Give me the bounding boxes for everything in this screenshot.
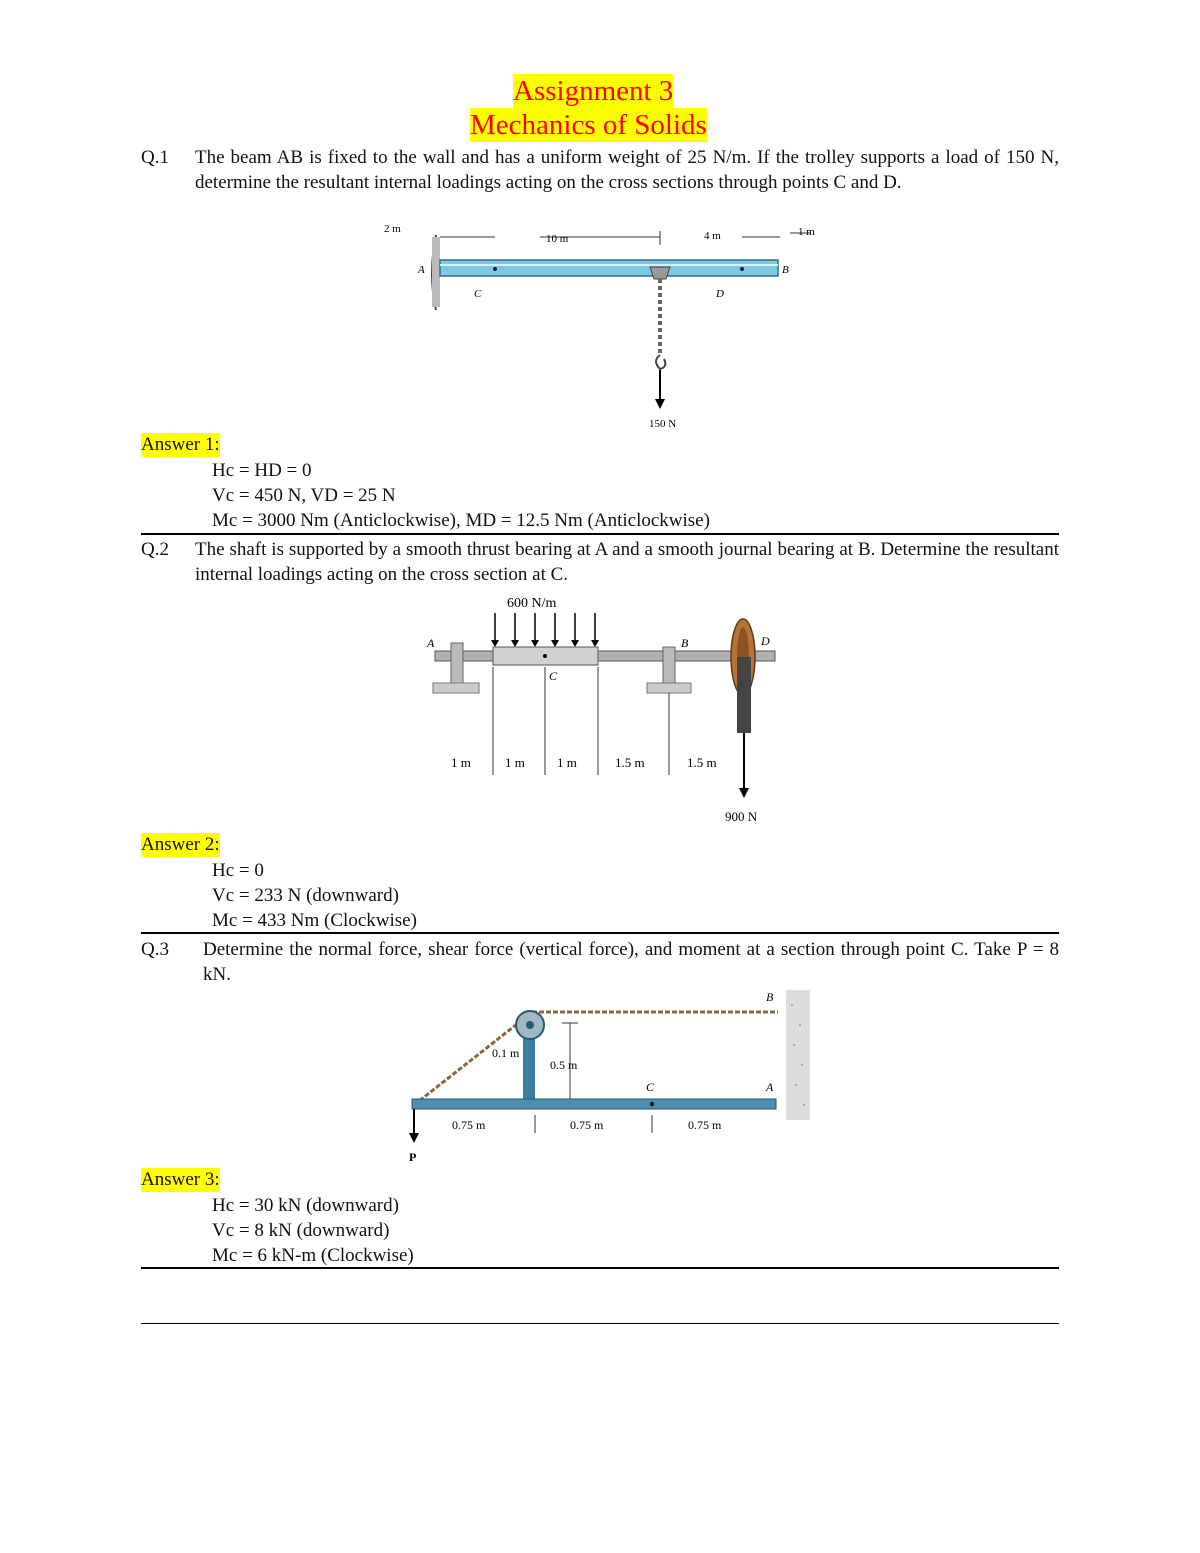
answer3-label: Answer 3:: [141, 1169, 220, 1190]
q1-dim-1m: 1 m: [798, 226, 815, 238]
q2-number: Q.2: [141, 539, 169, 560]
q2-bearing-B: [663, 647, 675, 685]
answer1-line2: Vc = 450 N, VD = 25 N: [212, 485, 396, 506]
q3-figure: [400, 985, 820, 1165]
title-line-1: Assignment 3: [513, 75, 674, 107]
q2-shaft: [435, 651, 775, 661]
answer2-line1: Hc = 0: [212, 860, 264, 881]
q3-label-C: C: [646, 1080, 655, 1094]
q1-beam: [440, 260, 778, 276]
q2-label-C: C: [549, 669, 558, 683]
answer1-line1: Hc = HD = 0: [212, 460, 312, 481]
q1-dim-4m: 4 m: [704, 230, 721, 242]
q1-load: 150 N: [649, 418, 677, 430]
q3-number: Q.3: [141, 939, 169, 960]
q3-label-B: B: [766, 990, 774, 1004]
q1-text: The beam AB is fixed to the wall and has a uniform weight of 25 N/m. If the trolley supports a load of 150 N, determine the resultant internal loadings acting on the cross sections through points C and D.: [195, 147, 1059, 193]
answer2-label: Answer 2:: [141, 834, 220, 855]
q2-text: The shaft is supported by a smooth thrust bearing at A and a smooth journal bearing at B. Determine the resultant internal loadings acting on the cross section at C.: [195, 539, 1059, 585]
q1-trolley: [650, 267, 670, 279]
q1-dim-2m: 2 m: [384, 223, 401, 235]
q3-beam: [412, 1099, 776, 1109]
q3-label-P: P: [409, 1150, 417, 1164]
q2-label-D: D: [761, 634, 770, 648]
answer3-line3: Mc = 6 kN-m (Clockwise): [212, 1245, 414, 1266]
q1-label-A: A: [418, 264, 425, 276]
q2-arrow-down-icon: [739, 788, 749, 798]
answer1-line3: Mc = 3000 Nm (Anticlockwise), MD = 12.5 Nm (Anticlockwise): [212, 510, 710, 531]
q3-dim-3: 0.75 m: [688, 1118, 722, 1132]
q1-figure: [370, 215, 830, 435]
divider-1: [141, 533, 1059, 535]
q1-hook: [656, 355, 665, 369]
q2-bearing-A: [451, 643, 463, 685]
q1-label-B: B: [782, 264, 789, 276]
q1-label-C: C: [474, 288, 482, 300]
q1-dim-10m: 10 m: [546, 233, 569, 245]
q2-dim-3: 1 m: [557, 755, 577, 770]
q3-dim-r: 0.1 m: [492, 1046, 520, 1060]
title-line-2: Mechanics of Solids: [470, 109, 707, 141]
q2-dim-2: 1 m: [505, 755, 525, 770]
q1-number: Q.1: [141, 147, 169, 168]
q3-text: Determine the normal force, shear force (vertical force), and moment at a section through point C. Take P = 8 kN.: [203, 939, 1059, 985]
divider-3: [141, 1267, 1059, 1269]
q3-arrow-down-icon: [409, 1133, 419, 1143]
q2-label-A: A: [427, 636, 435, 650]
q3-cable-left: [414, 1017, 526, 1105]
q2-dim-5: 1.5 m: [687, 755, 717, 770]
q1-arrow-down-icon: [655, 399, 665, 409]
q2-dist-load: 600 N/m: [507, 596, 557, 611]
q1-label-D: D: [716, 288, 724, 300]
q2-dim-1: 1 m: [451, 755, 471, 770]
q2-load: 900 N: [725, 809, 758, 824]
answer2-line3: Mc = 433 Nm (Clockwise): [212, 910, 417, 931]
q3-dim-2: 0.75 m: [570, 1118, 604, 1132]
q2-figure: [415, 585, 795, 825]
answer3-line1: Hc = 30 kN (downward): [212, 1195, 399, 1216]
q3-dim-1: 0.75 m: [452, 1118, 486, 1132]
answer1-label: Answer 1:: [141, 434, 220, 455]
answer2-line2: Vc = 233 N (downward): [212, 885, 399, 906]
q3-wall: [786, 990, 810, 1120]
q1-wall: [432, 237, 440, 307]
q2-label-B: B: [681, 636, 689, 650]
q2-belt: [737, 657, 751, 733]
q3-dim-h: 0.5 m: [550, 1058, 578, 1072]
divider-2: [141, 932, 1059, 934]
q2-dim-4: 1.5 m: [615, 755, 645, 770]
divider-4: [141, 1323, 1059, 1324]
q3-label-A: A: [766, 1080, 774, 1094]
answer3-line2: Vc = 8 kN (downward): [212, 1220, 390, 1241]
